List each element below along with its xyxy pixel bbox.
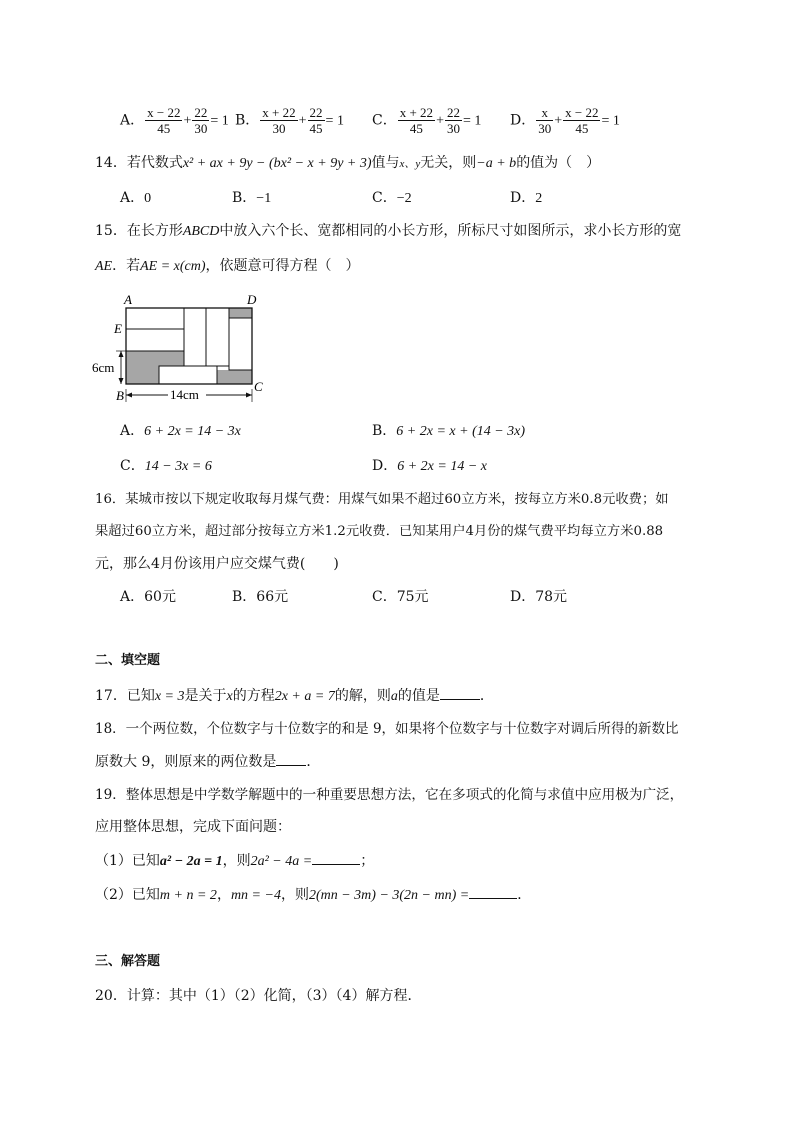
fraction: $\frac{x - 22}{45}$ <box>147 105 181 136</box>
q14-option-d: D．2 <box>510 190 543 206</box>
q18-stem-line1: 18．一个两位数，个位数字与十位数字的和是 9，如果将个位数字与十位数字对调后所得的新数比 <box>95 721 679 737</box>
label-e: E <box>114 321 122 336</box>
small-rect <box>126 308 184 329</box>
q15-option-d: D．6 + 2x = 14 − x <box>372 458 488 474</box>
fraction: $\frac{x + 22}{30}$ <box>262 105 296 136</box>
q15-option-b: B．6 + 2x = x + (14 − 3x) <box>372 423 526 439</box>
q14-stem: 14．若代数式x² + ax + 9y − (bx² − x + 9y + 3)值与x、y无关，则−a + b的值为（ ） <box>95 155 601 171</box>
label-b: B <box>116 388 124 403</box>
dim-bottom-label: 14cm <box>170 387 199 402</box>
q14-option-b: B．−1 <box>232 190 272 206</box>
section-heading-solve: 三、解答题 <box>95 954 161 969</box>
q19-stem-line1: 19．整体思想是中学数学解题中的一种重要思想方法，它在多项式的化简与求值中应用极为广泛， <box>95 787 684 803</box>
label-c: C <box>254 379 263 394</box>
q16-option-a: A．60元 <box>120 589 176 605</box>
q18-stem-line2: 原数大 9，则原来的两位数是 ． <box>95 751 320 772</box>
q19-sub1: （1）已知a² − 2a = 1，则2a² − 4a = ； <box>95 850 374 872</box>
label-a: A <box>124 292 132 307</box>
q15-option-c: C．14 − 3x = 6 <box>120 458 212 474</box>
answer-blank[interactable] <box>469 884 517 899</box>
q17-stem: 17．已知x = 3是关于x的方程2x + a = 7的解，则a的值是 ． <box>95 685 494 707</box>
fraction: $\frac{22}{45}$ <box>309 105 323 136</box>
q16-stem-line2: 果超过60立方米，超过部分按每立方米1.2元收费．已知某用户4月份的煤气费平均每立方米0.88 <box>95 524 664 539</box>
q16-stem-line1: 16．某城市按以下规定收取每月煤气费：用煤气如果不超过60立方米，按每立方米0.8元收费；如 <box>95 492 669 507</box>
fraction: $\frac{x}{30}$ <box>538 105 552 136</box>
fraction: $\frac{x - 22}{45}$ <box>565 105 599 136</box>
small-rect <box>229 318 252 370</box>
q15-rectangle-figure <box>92 290 272 405</box>
fraction: $\frac{22}{30}$ <box>446 105 460 136</box>
q15-stem-line2: AE．若AE = x(cm)，依题意可得方程（ ） <box>95 258 360 274</box>
fraction: $\frac{22}{30}$ <box>194 105 208 136</box>
small-rect <box>159 366 217 384</box>
q16-option-d: D．78元 <box>510 589 568 605</box>
answer-blank[interactable] <box>312 850 360 865</box>
small-rect <box>206 308 229 366</box>
small-rect <box>126 329 184 351</box>
q16-stem-line3: 元，那么4月份该用户应交煤气费( ) <box>95 556 339 572</box>
section-heading-fill-in: 二、填空题 <box>95 653 161 668</box>
fraction: $\frac{x + 22}{45}$ <box>399 105 434 136</box>
q15-stem-line1: 15．在长方形ABCD中放入六个长、宽都相同的小长方形，所标尺寸如图所示，求小长方形的宽 <box>95 223 682 239</box>
dim-left-label: 6cm <box>92 360 115 375</box>
q19-stem-line2: 应用整体思想，完成下面问题： <box>95 819 291 835</box>
answer-blank[interactable] <box>440 685 480 700</box>
q14-option-a: A．0 <box>120 190 152 206</box>
small-rect <box>184 308 206 366</box>
q13-option-b: B． $\frac{x + 22}{30}$ + $\frac{22}{45}$ = 1 <box>235 105 344 136</box>
q13-option-a: A． $\frac{x - 22}{45}$ + $\frac{22}{30}$ = 1 <box>120 105 229 136</box>
q16-option-c: C．75元 <box>372 589 429 605</box>
label-d: D <box>247 292 257 307</box>
q19-sub2: （2）已知m + n = 2，mn = −4，则2(mn − 3m) − 3(2n − mn) = ． <box>95 884 531 906</box>
q20-stem: 20．计算：其中（1）（2）化简，（3）（4）解方程． <box>95 988 422 1004</box>
q13-option-d: D． $\frac{x}{30}$ + $\frac{x - 22}{45}$ = 1 <box>510 105 620 136</box>
q15-option-a: A．6 + 2x = 14 − 3x <box>120 423 241 439</box>
q13-option-c: C． $\frac{x + 22}{45}$ + $\frac{22}{30}$ = 1 <box>372 105 482 136</box>
q16-option-b: B．66元 <box>232 589 289 605</box>
answer-blank[interactable] <box>276 751 306 766</box>
q14-option-c: C．−2 <box>372 190 412 206</box>
